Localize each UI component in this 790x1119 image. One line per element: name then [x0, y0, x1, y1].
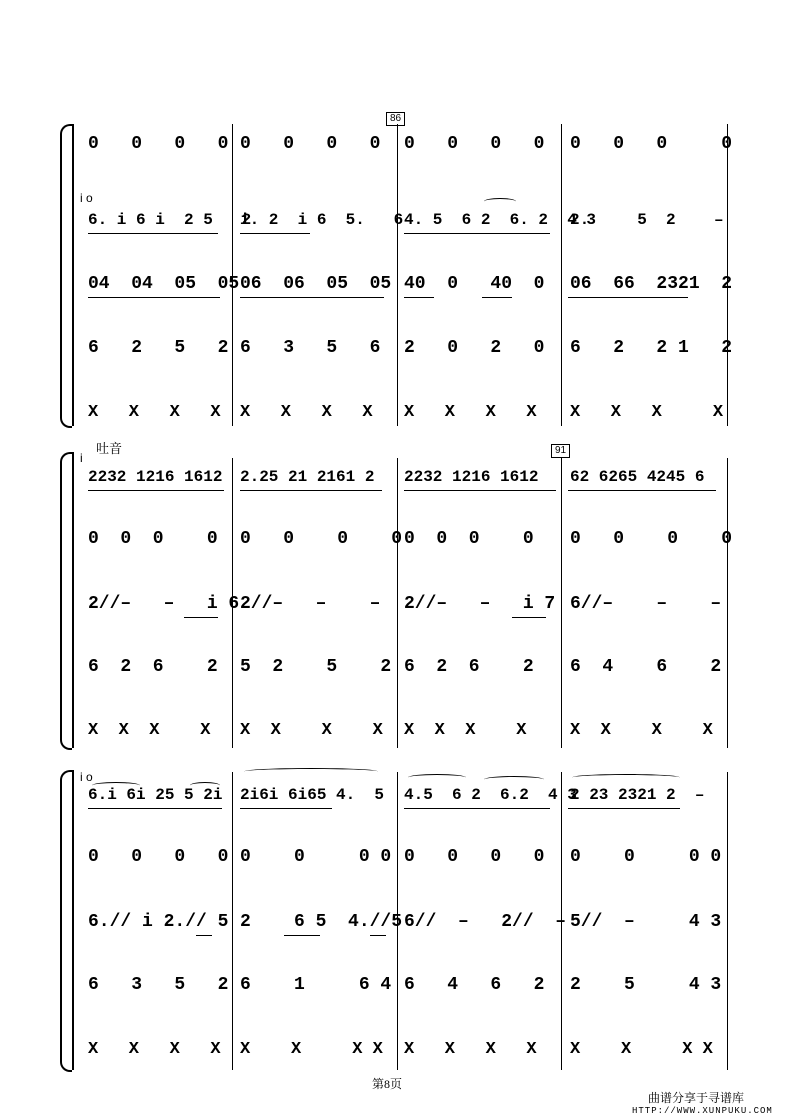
- measure: 4. 5 6 2 6. 2 4 3: [404, 211, 597, 229]
- measure: 2//– – –: [240, 594, 381, 614]
- underline: [482, 297, 512, 298]
- measure: 0 0 0 0: [88, 529, 218, 549]
- measure: X X X X: [88, 1039, 221, 1059]
- underline: [568, 808, 680, 809]
- measure: 5// – 4 3: [570, 912, 722, 932]
- measure: 6.i 6i 25 5 2i: [88, 786, 223, 804]
- measure: i. 2 i 6 5. 6: [240, 211, 404, 229]
- measure: 6 1 6 4: [240, 975, 392, 995]
- measure: X X X X: [570, 402, 724, 422]
- underline: [240, 490, 382, 491]
- measure: X X X X: [88, 720, 211, 740]
- underline: [240, 233, 310, 234]
- system-1-brace: [60, 124, 72, 428]
- system-1-row-4: [80, 331, 733, 365]
- measure: 6 3 5 6: [240, 338, 381, 358]
- underline: [512, 617, 546, 618]
- measure: 2 0 2 0: [404, 338, 545, 358]
- system-3-brace: [60, 770, 72, 1072]
- measure: 0 0 0 0: [570, 134, 733, 154]
- measure: X X X X: [88, 402, 221, 422]
- underline: [370, 935, 386, 936]
- system-1-left-line: [72, 124, 74, 426]
- measure: 6.// i 2.// 5: [88, 912, 229, 932]
- system-1-row-2: [80, 203, 730, 237]
- measure: X X X X: [404, 1039, 537, 1059]
- measure: 6 3 5 2: [88, 975, 229, 995]
- system-2-row-5: [80, 713, 730, 747]
- underline: [240, 297, 384, 298]
- system-2-row-2: [80, 522, 733, 556]
- measure: 06 66 2321 2: [570, 274, 733, 294]
- system-2-left-line: [72, 452, 74, 748]
- measure: 0 0 0 0: [404, 847, 545, 867]
- measure: 6 2 6 2: [404, 657, 534, 677]
- underline: [404, 297, 434, 298]
- measure: 6//– – –: [570, 594, 722, 614]
- credit-text: 曲谱分享于寻谱库: [648, 1091, 745, 1105]
- system-3-row-4: [80, 968, 730, 1002]
- measure: 62 6265 4245 6: [570, 468, 705, 486]
- measure: 06 06 05 05: [240, 274, 392, 294]
- measure: X X X X: [404, 402, 537, 422]
- key-signature-3: i o: [80, 770, 93, 784]
- measure: 6 4 6 2: [404, 975, 545, 995]
- measure: 2. 5 2 –: [570, 211, 724, 229]
- site-url[interactable]: HTTP://WWW.XUNPUKU.COM: [632, 1106, 773, 1116]
- underline: [404, 808, 550, 809]
- system-3-row-3: [80, 905, 730, 939]
- measure: 0 0 0 0: [404, 529, 534, 549]
- measure: 0 0 0 0: [240, 529, 403, 549]
- measure: 2i6i 6i65 4. 5: [240, 786, 385, 804]
- measure: 6 4 6 2: [570, 657, 722, 677]
- system-2-row-1: [80, 460, 730, 494]
- measure: 0 0 0 0: [404, 134, 545, 154]
- measure: 5 2 5 2: [240, 657, 392, 677]
- measure: X X X X: [404, 720, 527, 740]
- measure: 0 0 0 0: [88, 134, 229, 154]
- underline: [404, 490, 556, 491]
- measure: 2//– – i 6: [88, 594, 240, 614]
- measure: 6// – 2// –: [404, 912, 567, 932]
- measure: 2 23 2321 2 –: [570, 786, 705, 804]
- measure: X X X X: [240, 1039, 383, 1059]
- rehearsal-mark-91: 91: [551, 444, 570, 458]
- measure: 6 2 5 2: [88, 338, 229, 358]
- measure: 2//– – i 7: [404, 594, 556, 614]
- measure: 0 0 0 0: [570, 847, 722, 867]
- system-2-brace: [60, 452, 72, 750]
- underline: [196, 935, 212, 936]
- underline: [568, 297, 688, 298]
- underline: [88, 808, 222, 809]
- system-2-row-3: [80, 587, 730, 621]
- underline: [184, 617, 218, 618]
- measure: X X X X: [240, 720, 383, 740]
- measure: 0 0 0 0: [240, 847, 392, 867]
- system-1-row-5: [80, 395, 730, 429]
- underline: [88, 233, 218, 234]
- measure: 40 0 40 0: [404, 274, 545, 294]
- measure: 0 0 0 0: [570, 529, 733, 549]
- system-3-row-2: [80, 840, 730, 874]
- measure: 6 2 6 2: [88, 657, 218, 677]
- rehearsal-mark-86: 86: [386, 112, 405, 126]
- measure: X X X X: [240, 402, 373, 422]
- system-3-left-line: [72, 770, 74, 1070]
- slur: [484, 198, 516, 205]
- system-3-row-5: [80, 1032, 730, 1066]
- measure: 04 04 05 05: [88, 274, 240, 294]
- underline: [240, 808, 332, 809]
- key-signature-1: i o: [80, 191, 93, 205]
- measure: 0 0 0 0: [240, 134, 381, 154]
- measure: 2 5 4 3: [570, 975, 722, 995]
- measure: 2 6 5 4.//5: [240, 912, 403, 932]
- annotation-tuyin: 吐音: [96, 441, 123, 456]
- key-signature-2: i: [80, 451, 83, 465]
- underline: [88, 490, 224, 491]
- measure: 6. i 6 i 2 5 2: [88, 211, 252, 229]
- underline: [284, 935, 320, 936]
- measure: 6 2 2 1 2: [570, 338, 733, 358]
- underline: [404, 233, 550, 234]
- underline: [568, 490, 716, 491]
- measure: 2232 1216 1612: [88, 468, 223, 486]
- underline: [88, 297, 220, 298]
- system-1-row-3: [80, 267, 733, 301]
- measure: 2232 1216 1612: [404, 468, 539, 486]
- measure: 2.25 21 2161 2: [240, 468, 375, 486]
- measure: X X X X: [570, 720, 713, 740]
- measure: X X X X: [570, 1039, 713, 1059]
- system-3-row-1: [80, 778, 730, 812]
- measure: 4.5 6 2 6.2 4 3: [404, 786, 577, 804]
- measure: 0 0 0 0: [88, 847, 229, 867]
- system-2-row-4: [80, 650, 730, 684]
- system-1-row-1: [80, 127, 733, 161]
- slur: [244, 768, 378, 775]
- page-number: 第8页: [372, 1077, 403, 1091]
